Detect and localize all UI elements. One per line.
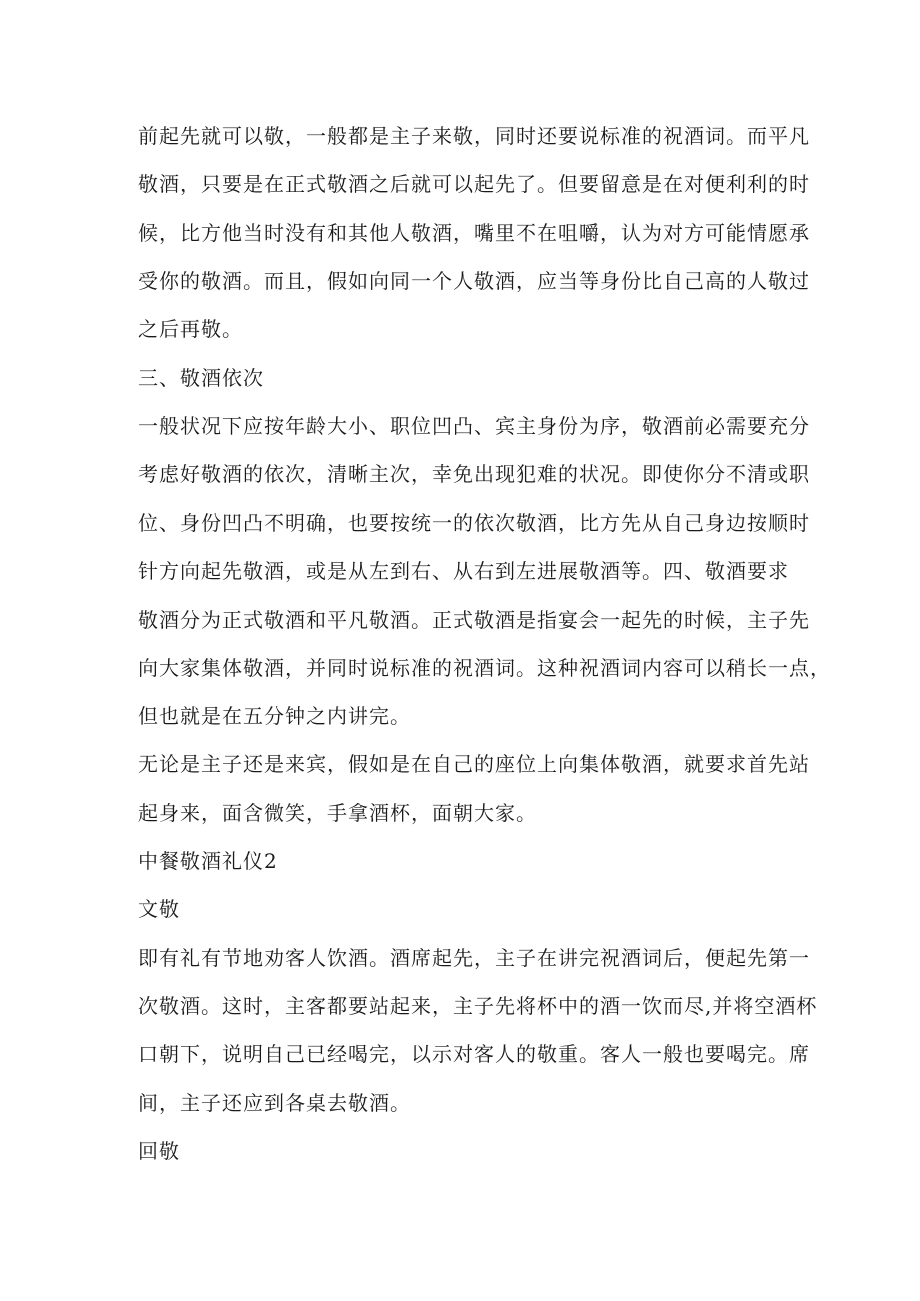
section-heading-etiquette-2: 中餐敬酒礼仪2 xyxy=(138,849,278,873)
subheading-hui-jing: 回敬 xyxy=(138,1139,180,1163)
paragraph-line-11: 敬酒分为正式敬酒和平凡敬酒。正式敬酒是指宴会一起先的时候，主子先 xyxy=(138,608,810,632)
paragraph-line-8: 考虑好敬酒的依次，清晰主次，幸免出现犯难的状况。即使你分不清或职 xyxy=(138,462,810,486)
paragraph-line-13: 但也就是在五分钟之内讲完。 xyxy=(138,704,411,728)
paragraph-line-12: 向大家集体敬酒，并同时说标准的祝酒词。这种祝酒词内容可以稍长一点， xyxy=(138,656,831,680)
section-heading-order: 三、敬酒依次 xyxy=(138,366,264,390)
subheading-wen-jing: 文敬 xyxy=(138,897,180,921)
paragraph-line-19: 次敬酒。这时，主客都要站起来，主子先将杯中的酒一饮而尽,并将空酒杯 xyxy=(138,994,818,1018)
paragraph-line-15: 起身来，面含微笑，手拿酒杯，面朝大家。 xyxy=(138,801,537,825)
paragraph-line-3: 候，比方他当时没有和其他人敬酒，嘴里不在咀嚼，认为对方可能情愿承 xyxy=(138,221,810,245)
paragraph-line-5: 之后再敬。 xyxy=(138,317,243,341)
paragraph-line-1: 前起先就可以敬，一般都是主子来敬，同时还要说标准的祝酒词。而平凡 xyxy=(138,124,810,148)
paragraph-line-21: 间，主子还应到各桌去敬酒。 xyxy=(138,1091,411,1115)
paragraph-line-4: 受你的敬酒。而且，假如向同一个人敬酒，应当等身份比自己高的人敬过 xyxy=(138,269,810,293)
paragraph-line-20: 口朝下，说明自己已经喝完，以示对客人的敬重。客人一般也要喝完。席 xyxy=(138,1042,810,1066)
paragraph-line-2: 敬酒，只要是在正式敬酒之后就可以起先了。但要留意是在对便利利的时 xyxy=(138,172,810,196)
paragraph-line-9: 位、身份凹凸不明确，也要按统一的依次敬酒，比方先从自己身边按顺时 xyxy=(138,511,810,535)
paragraph-line-18: 即有礼有节地劝客人饮酒。酒席起先，主子在讲完祝酒词后，便起先第一 xyxy=(138,946,810,970)
paragraph-line-14: 无论是主子还是来宾，假如是在自己的座位上向集体敬酒，就要求首先站 xyxy=(138,752,810,776)
paragraph-line-10: 针方向起先敬酒，或是从左到右、从右到左进展敬酒等。四、敬酒要求 xyxy=(138,559,789,583)
paragraph-line-7: 一般状况下应按年龄大小、职位凹凸、宾主身份为序，敬酒前必需要充分 xyxy=(138,414,810,438)
